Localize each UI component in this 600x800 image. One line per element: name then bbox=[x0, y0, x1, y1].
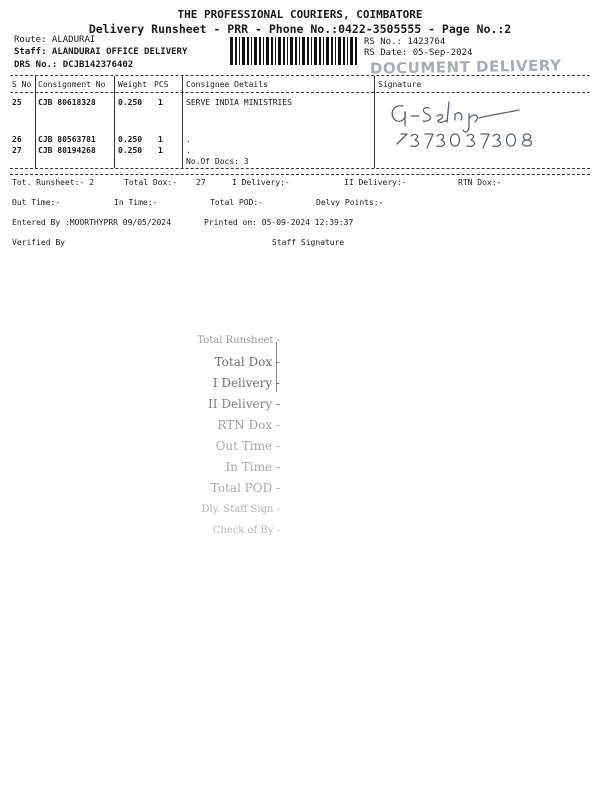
ii-delivery: II Delivery:- bbox=[344, 178, 407, 187]
company-title: THE PROFESSIONAL COURIERS, COIMBATORE bbox=[177, 8, 423, 21]
verified-by: Verified By bbox=[12, 238, 65, 247]
cell-sno: 26 bbox=[12, 135, 22, 144]
rs-number: RS No.: 1423764 bbox=[364, 37, 446, 47]
stamp-line: Check of By - bbox=[212, 525, 280, 536]
handwritten-signature bbox=[385, 96, 565, 158]
cell-consignee: . bbox=[186, 135, 191, 144]
cell-sno: 25 bbox=[12, 98, 22, 107]
stamp-line: II Delivery - bbox=[208, 397, 280, 411]
barcode-image bbox=[230, 37, 360, 65]
total-pod: Total POD:- bbox=[210, 198, 263, 207]
stamp-line: Total Runsheet - bbox=[197, 335, 280, 346]
cell-consignment: CJB 80563781 bbox=[38, 135, 96, 144]
stamp-line: Out Time - bbox=[215, 439, 280, 453]
col-divider bbox=[35, 76, 36, 168]
col-header-sno: S No bbox=[12, 80, 32, 89]
col-header-signature: Signature bbox=[378, 80, 422, 89]
out-time: Out Time:- bbox=[12, 198, 61, 207]
col-divider bbox=[182, 76, 183, 168]
stamp-line: Total POD - bbox=[210, 481, 280, 495]
table-bottom-rule bbox=[10, 168, 590, 169]
cell-weight: 0.250 bbox=[118, 135, 143, 144]
cell-pcs: 1 bbox=[158, 135, 163, 144]
rs-date: RS Date: 05-Sep-2024 bbox=[364, 48, 473, 58]
stamp-line: Total Dox - bbox=[214, 355, 280, 369]
cell-sno: 27 bbox=[12, 146, 22, 155]
drs-label: DRS No.: DCJB142376402 bbox=[14, 60, 134, 70]
cell-consignment: CJB 80618328 bbox=[38, 98, 96, 107]
stamp-line: I Delivery - bbox=[212, 376, 280, 390]
col-header-weight: Weight bbox=[118, 80, 147, 89]
document-delivery-stamp: DOCUMENT DELIVERY bbox=[369, 56, 562, 78]
checklist-stamp bbox=[180, 335, 300, 545]
no-of-docs: No.Of Docs: 3 bbox=[186, 157, 249, 166]
total-dox-label: Total Dox:- bbox=[124, 178, 177, 187]
entered-by: Entered By :MOORTHYPRR 09/05/2024 bbox=[12, 218, 171, 227]
cell-weight: 0.250 bbox=[118, 98, 143, 107]
summary-rule bbox=[10, 174, 590, 175]
col-header-consignment: Consignment No bbox=[38, 80, 106, 89]
cell-consignee: SERVE INDIA MINISTRIES bbox=[186, 98, 292, 107]
table-header-rule bbox=[10, 92, 590, 93]
staff-signature: Staff Signature bbox=[272, 238, 345, 247]
col-header-pcs: PCS bbox=[154, 80, 169, 89]
i-delivery: I Delivery:- bbox=[232, 178, 290, 187]
table-top-rule bbox=[10, 75, 590, 76]
runsheet-subtitle: Delivery Runsheet - PRR - Phone No.:0422-3505555 - Page No.:2 bbox=[88, 22, 512, 36]
in-time: In Time:- bbox=[114, 198, 158, 207]
cell-weight: 0.250 bbox=[118, 146, 143, 155]
cell-pcs: 1 bbox=[158, 146, 163, 155]
printed-on: Printed on: 05-09-2024 12:39:37 bbox=[204, 218, 354, 227]
col-header-consignee: Consignee Details bbox=[186, 80, 268, 89]
cell-consignment: CJB 80194268 bbox=[38, 146, 96, 155]
staff-label: Staff: ALANDURAI OFFICE DELIVERY bbox=[14, 47, 188, 57]
stamp-line: RTN Dox - bbox=[217, 418, 280, 432]
stamp-line: In Time - bbox=[225, 460, 280, 474]
route-label: Route: ALADURAI bbox=[14, 35, 96, 45]
stamp-bracket bbox=[276, 342, 277, 392]
delvy-points: Delvy Points:- bbox=[316, 198, 384, 207]
col-divider bbox=[114, 76, 115, 168]
tot-runsheet: Tot. Runsheet:- 2 bbox=[12, 178, 94, 187]
rtn-dox: RTN Dox:- bbox=[458, 178, 502, 187]
total-dox-value: 27 bbox=[196, 178, 206, 187]
col-divider bbox=[374, 76, 375, 168]
cell-pcs: 1 bbox=[158, 98, 163, 107]
stamp-line: Dly. Staff Sign - bbox=[201, 504, 280, 515]
cell-consignee: . bbox=[186, 146, 191, 155]
